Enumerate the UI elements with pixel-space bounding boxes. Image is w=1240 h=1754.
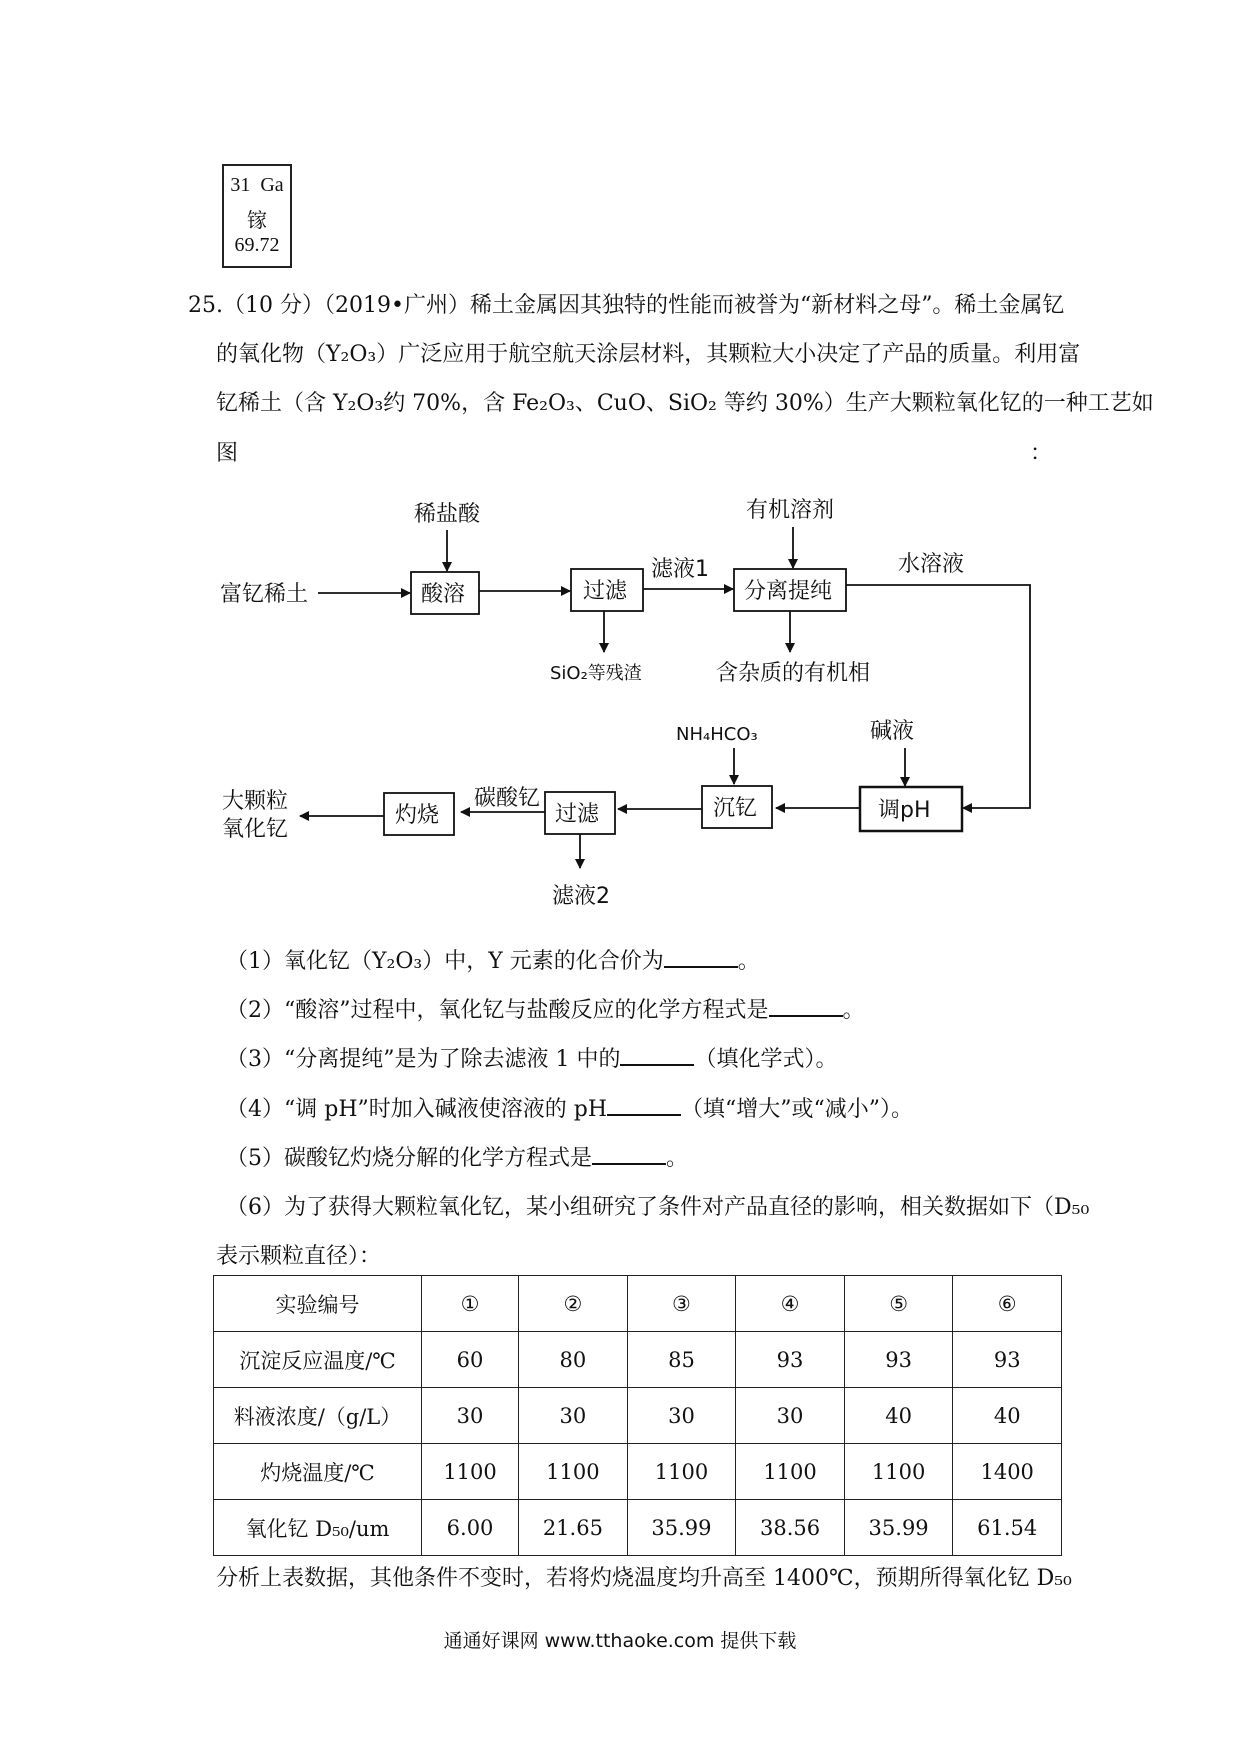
flow-calcine-label: 灼烧 <box>395 803 440 828</box>
flow-acid-label: 酸溶 <box>421 582 466 607</box>
experiment-table <box>213 1275 1062 1556</box>
table-cell: 1100 <box>736 1444 845 1500</box>
flow-product-line-2: 氧化钇 <box>222 817 289 842</box>
flow-product-line-1: 大颗粒 <box>222 789 289 814</box>
answer-blank-3[interactable] <box>620 1044 694 1066</box>
flow-nh4hco3: NH₄HCO₃ <box>676 724 758 745</box>
table-cell: 35.99 <box>844 1500 953 1556</box>
question-line-4-colon: ： <box>1030 441 1053 466</box>
flow-base: 碱液 <box>870 719 915 744</box>
table-row <box>214 1444 1062 1500</box>
arrow-separate-to-ph <box>846 585 1030 808</box>
flow-ph-label: 调pH <box>878 798 931 823</box>
answer-blank-2[interactable] <box>769 995 843 1017</box>
answer-blank-1[interactable] <box>664 946 738 968</box>
table-cell: ⑤ <box>844 1276 953 1332</box>
table-cell: 1100 <box>844 1444 953 1500</box>
flow-aqueous: 水溶液 <box>898 552 965 577</box>
table-cell: 30 <box>736 1388 845 1444</box>
element-mass: 69.72 <box>234 234 280 256</box>
table-cell: 80 <box>519 1332 628 1388</box>
question-line-2: 的氧化物（Y₂O₃）广泛应用于航空航天涂层材料，其颗粒大小决定了产品的质量。利用富 <box>216 342 1081 367</box>
table-row <box>214 1276 1062 1332</box>
flow-residue: SiO₂等残渣 <box>550 663 642 684</box>
flow-raw-material: 富钇稀土 <box>220 582 309 607</box>
question-line-4: 图 <box>216 441 239 466</box>
table-cell: 1100 <box>422 1444 519 1500</box>
flow-precip-label: 沉钇 <box>713 796 758 821</box>
table-cell: ① <box>422 1276 519 1332</box>
table-row-label: 灼烧温度/℃ <box>214 1444 422 1500</box>
subquestion-3: （3）“分离提纯”是为了除去滤液 1 中的 （填化学式）。 <box>226 1042 838 1073</box>
answer-blank-4[interactable] <box>607 1094 681 1116</box>
flow-hcl: 稀盐酸 <box>414 502 481 527</box>
table-row <box>214 1500 1062 1556</box>
table-cell: 40 <box>844 1388 953 1444</box>
table-row-label: 实验编号 <box>214 1276 422 1332</box>
table-cell: 35.99 <box>627 1500 736 1556</box>
subquestion-4: （4）“调 pH”时加入碱液使溶液的 pH （填“增大”或“减小”）。 <box>226 1092 913 1123</box>
table-cell: 6.00 <box>422 1500 519 1556</box>
table-row-label: 料液浓度/（g/L） <box>214 1388 422 1444</box>
element-name: 镓 <box>247 210 267 232</box>
table-cell: 30 <box>422 1388 519 1444</box>
question-line-1: 25.（10 分）（2019•广州）稀土金属因其独特的性能而被誉为“新材料之母”。稀土金属钇 <box>188 293 1065 318</box>
table-row <box>214 1332 1062 1388</box>
table-cell: ⑥ <box>953 1276 1062 1332</box>
element-number-symbol: 31 Ga <box>230 174 284 196</box>
flow-organic-solvent: 有机溶剂 <box>746 498 835 523</box>
table-cell: 30 <box>627 1388 736 1444</box>
question-line-3: 钇稀土（含 Y₂O₃约 70%，含 Fe₂O₃、CuO、SiO₂ 等约 30%）生产大颗粒氧化钇的一种工艺如 <box>216 391 1154 416</box>
table-cell: ② <box>519 1276 628 1332</box>
table-cell: 1400 <box>953 1444 1062 1500</box>
table-cell: 93 <box>736 1332 845 1388</box>
flow-filter-2-label: 过滤 <box>555 802 600 827</box>
subquestion-2: （2）“酸溶”过程中，氧化钇与盐酸反应的化学方程式是 。 <box>226 993 865 1024</box>
table-cell: 40 <box>953 1388 1062 1444</box>
flow-carbonate: 碳酸钇 <box>474 786 541 811</box>
subquestion-5: （5）碳酸钇灼烧分解的化学方程式是 。 <box>226 1141 688 1172</box>
table-row <box>214 1388 1062 1444</box>
table-cell: 1100 <box>519 1444 628 1500</box>
table-cell: 61.54 <box>953 1500 1062 1556</box>
flow-filter-1-label: 过滤 <box>583 579 628 604</box>
subquestion-6-line-2: 表示颗粒直径）： <box>216 1244 382 1269</box>
flow-filtrate-1: 滤液1 <box>651 557 709 582</box>
table-cell: ④ <box>736 1276 845 1332</box>
flow-separate-label: 分离提纯 <box>744 579 833 604</box>
table-row-label: 沉淀反应温度/℃ <box>214 1332 422 1388</box>
flow-filtrate-2: 滤液2 <box>552 884 610 909</box>
subquestion-6-line-1: （6）为了获得大颗粒氧化钇，某小组研究了条件对产品直径的影响，相关数据如下（D₅₀ <box>226 1195 1090 1220</box>
table-cell: 93 <box>844 1332 953 1388</box>
table-cell: 21.65 <box>519 1500 628 1556</box>
table-cell: 85 <box>627 1332 736 1388</box>
flow-organic-phase: 含杂质的有机相 <box>716 661 871 686</box>
table-cell: 60 <box>422 1332 519 1388</box>
table-cell: ③ <box>627 1276 736 1332</box>
table-cell: 30 <box>519 1388 628 1444</box>
table-cell: 93 <box>953 1332 1062 1388</box>
analysis-text: 分析上表数据，其他条件不变时，若将灼烧温度均升高至 1400℃，预期所得氧化钇 D₅₀ <box>216 1566 1072 1591</box>
answer-blank-5[interactable] <box>592 1143 666 1165</box>
page-footer: 通通好课网 www.tthaoke.com 提供下载 <box>443 1630 797 1652</box>
table-cell: 1100 <box>627 1444 736 1500</box>
subquestion-1: （1）氧化钇（Y₂O₃）中，Y 元素的化合价为 。 <box>226 944 760 975</box>
table-cell: 38.56 <box>736 1500 845 1556</box>
table-row-label: 氧化钇 D₅₀/um <box>214 1500 422 1556</box>
